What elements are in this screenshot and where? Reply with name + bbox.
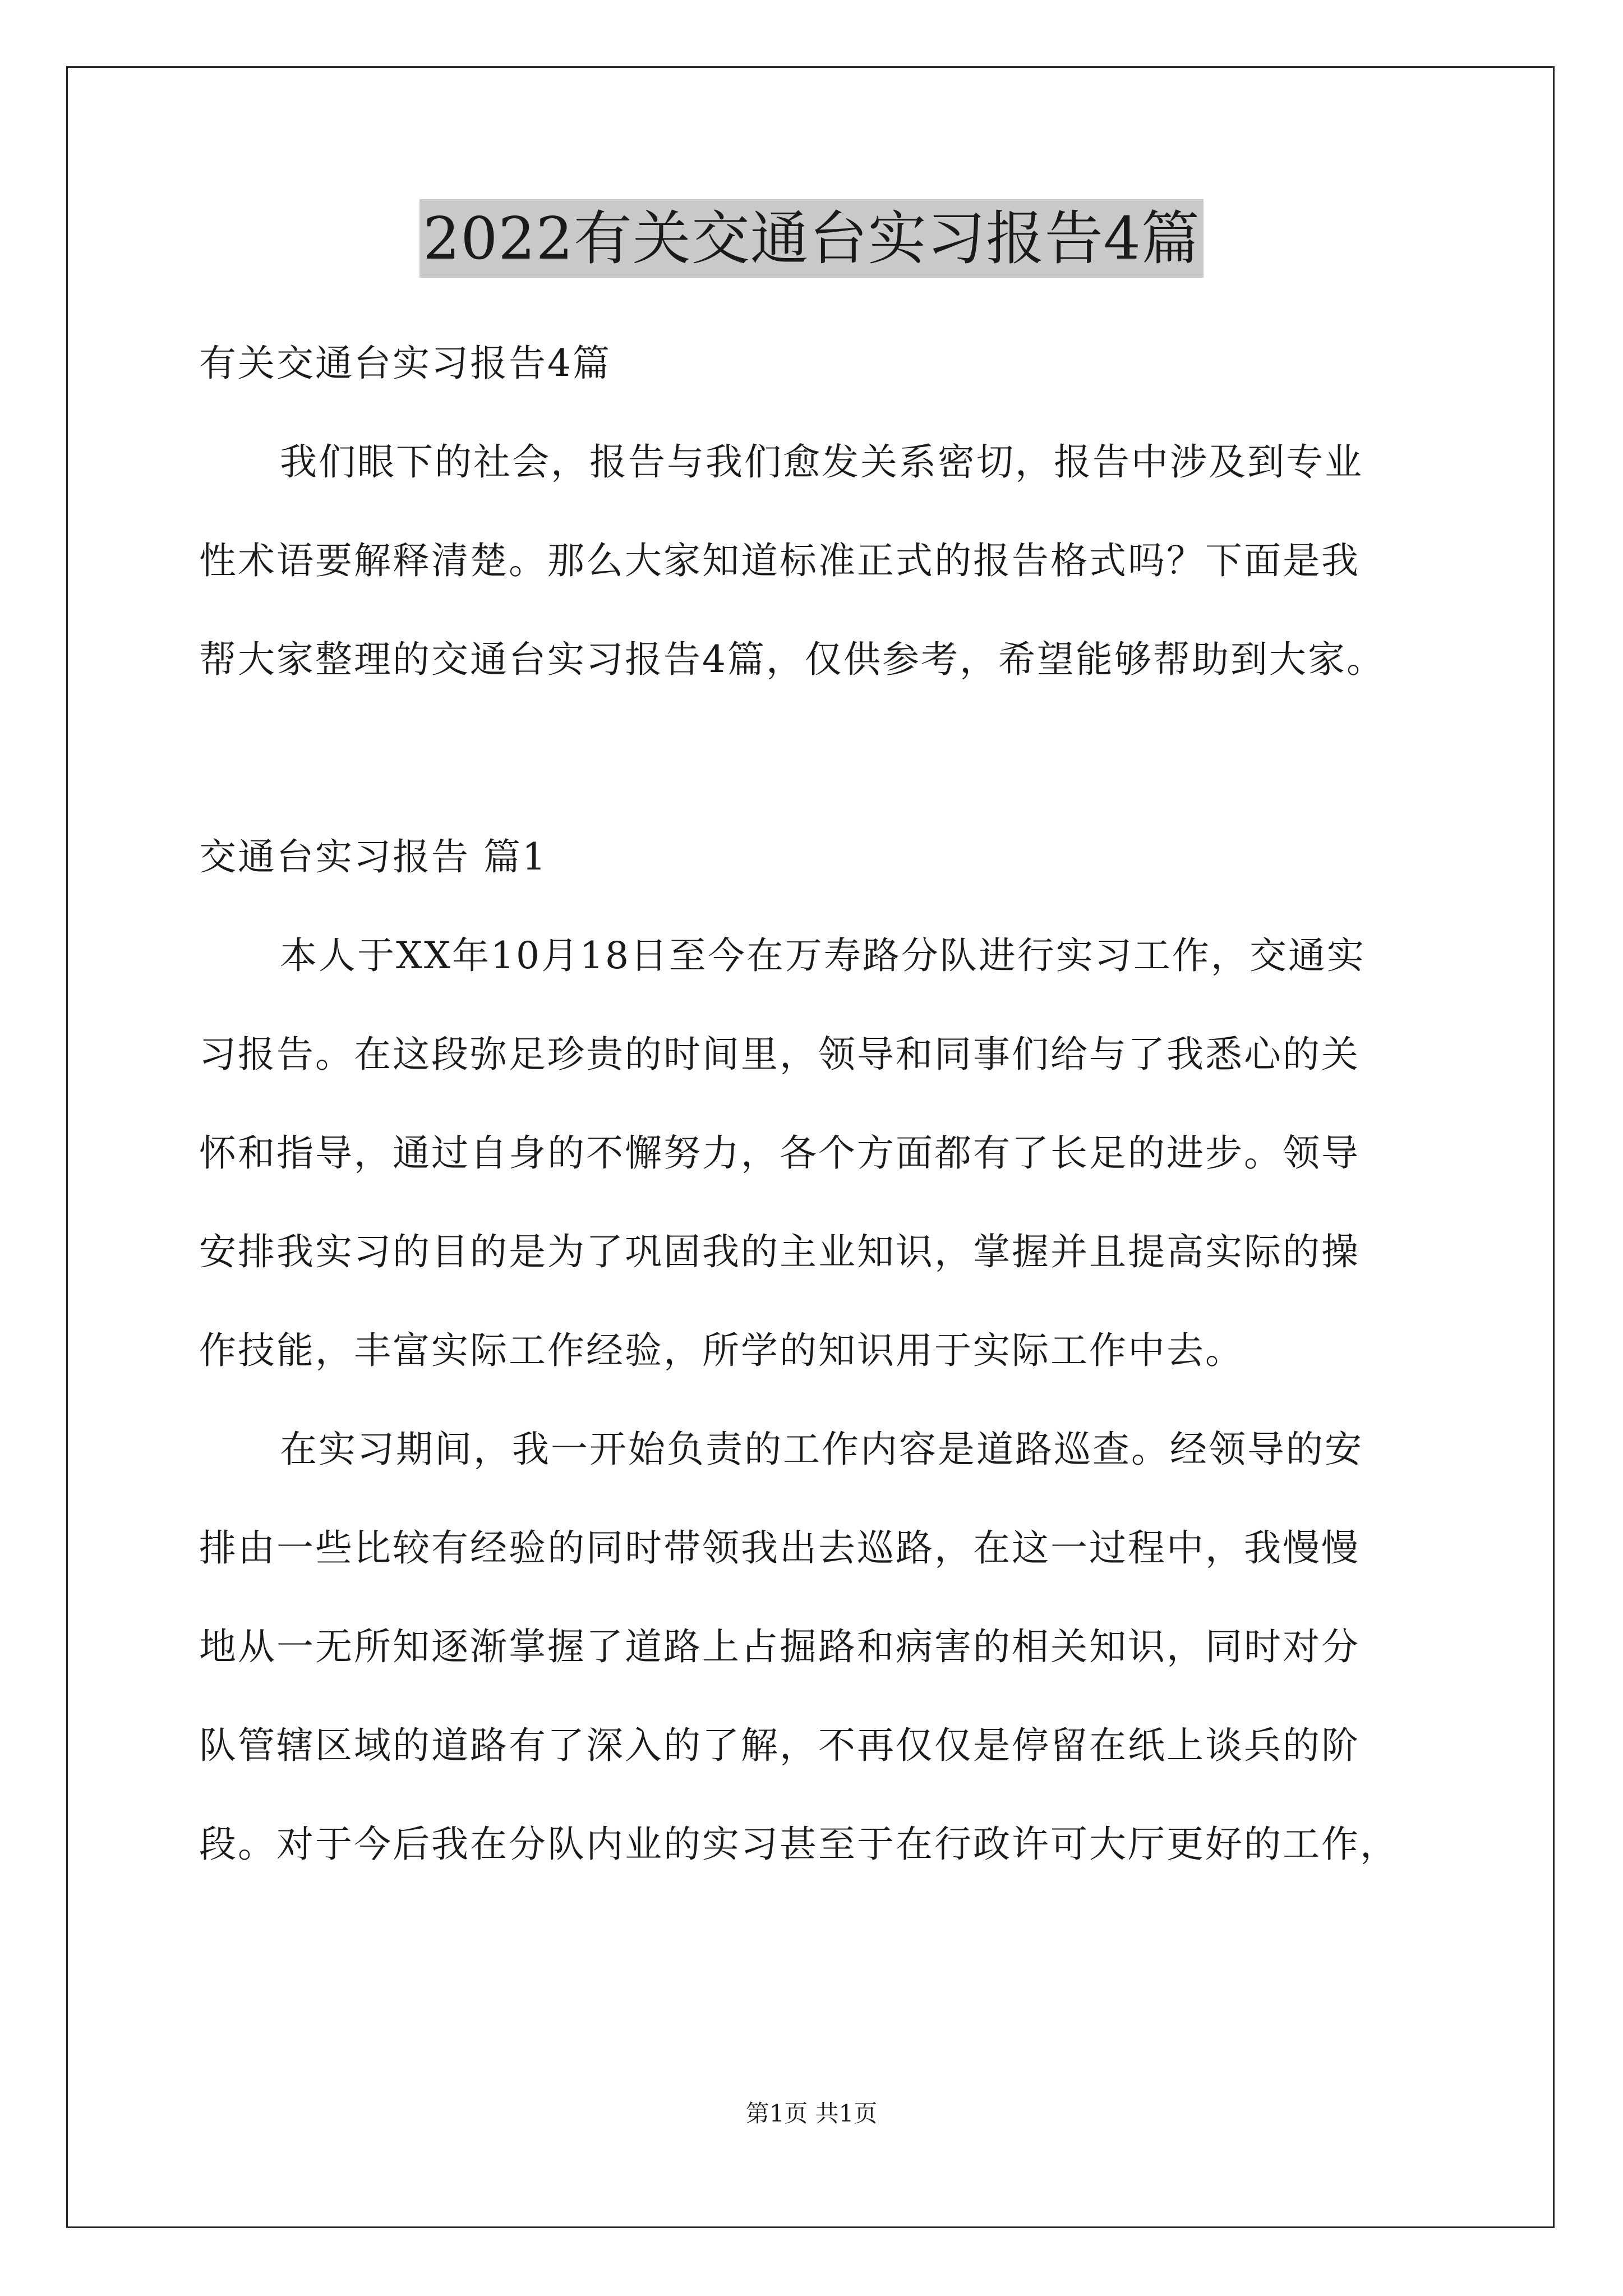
paragraph-line: 地从一无所知逐渐掌握了道路上占掘路和病害的相关知识，同时对分 — [199, 1625, 1360, 1668]
paragraph-line: 安排我实习的目的是为了巩固我的主业知识，掌握并且提高实际的操 — [199, 1230, 1360, 1273]
intro-line: 我们眼下的社会，报告与我们愈发关系密切，报告中涉及到专业 — [280, 440, 1363, 484]
section-heading: 交通台实习报告 篇1 — [199, 835, 547, 878]
paragraph-line: 作技能，丰富实际工作经验，所学的知识用于实际工作中去。 — [199, 1329, 1244, 1372]
paragraph-line: 习报告。在这段弥足珍贵的时间里，领导和同事们给与了我悉心的关 — [199, 1033, 1360, 1076]
paragraph-line: 在实习期间，我一开始负责的工作内容是道路巡查。经领导的安 — [280, 1428, 1363, 1471]
intro-line: 性术语要解释清楚。那么大家知道标准正式的报告格式吗？下面是我 — [199, 539, 1360, 582]
paragraph-line: 怀和指导，通过自身的不懈努力，各个方面都有了长足的进步。领导 — [199, 1131, 1360, 1175]
paragraph-line: 队管辖区域的道路有了深入的了解，不再仅仅是停留在纸上谈兵的阶 — [199, 1724, 1360, 1767]
paragraph-line: 排由一些比较有经验的同时带领我出去巡路，在这一过程中，我慢慢 — [199, 1526, 1360, 1570]
intro-line: 帮大家整理的交通台实习报告4篇，仅供参考，希望能够帮助到大家。 — [199, 638, 1385, 681]
document-title: 2022有关交通台实习报告4篇 — [419, 199, 1204, 278]
title-container — [0, 199, 1623, 278]
document-subtitle: 有关交通台实习报告4篇 — [199, 342, 611, 385]
page-footer: 第1页 共1页 — [745, 2100, 878, 2127]
blank-line — [199, 709, 1433, 808]
paragraph-line: 段。对于今后我在分队内业的实习甚至于在行政许可大厅更好的工作， — [199, 1823, 1399, 1866]
paragraph-line: 本人于XX年10月18日至今在万寿路分队进行实习工作，交通实 — [280, 934, 1366, 977]
document-body — [199, 314, 1433, 1894]
